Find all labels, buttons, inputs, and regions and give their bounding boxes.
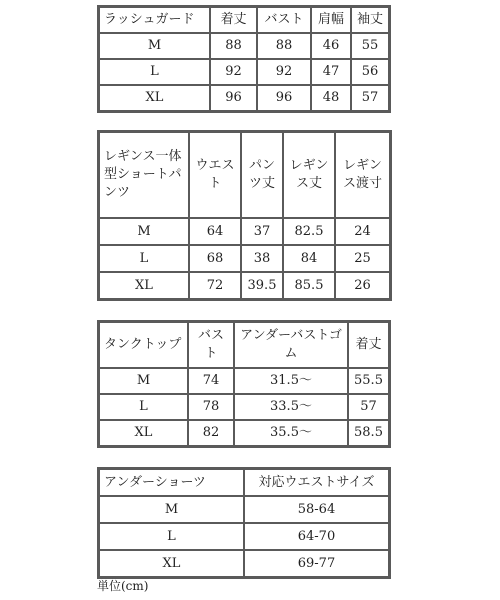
rashguard-size-table: [97, 5, 391, 113]
size-label: L: [99, 245, 189, 272]
size-label: L: [99, 394, 188, 420]
table-row: [99, 272, 390, 299]
size-label: XL: [99, 550, 244, 577]
table-cell: 92: [257, 59, 311, 85]
size-label: XL: [99, 272, 189, 299]
table-cell: 47: [311, 59, 351, 85]
unit-note: 単位(cm): [97, 579, 149, 593]
leggings-shortpants-size-table: [97, 130, 392, 301]
table-cell: 55: [351, 33, 389, 59]
table-cell: 82.5: [283, 218, 335, 245]
table-cell: 82: [188, 420, 234, 446]
table-row: [99, 85, 389, 111]
table-row: [99, 59, 389, 85]
table-cell: 69-77: [244, 550, 389, 577]
table-cell: 35.5～: [234, 420, 348, 446]
table-cell: 58.5: [348, 420, 389, 446]
table-row: [99, 368, 389, 394]
table-cell: 58-64: [244, 496, 389, 523]
size-label: M: [99, 33, 210, 59]
column-header: レギンス丈: [283, 132, 335, 218]
table-cell: 64: [189, 218, 241, 245]
size-label: M: [99, 368, 188, 394]
table-row: [99, 33, 389, 59]
table-header-row: [99, 469, 389, 496]
size-label: XL: [99, 420, 188, 446]
undershorts-size-table: [97, 467, 391, 579]
table-cell: 78: [188, 394, 234, 420]
column-header: 着丈: [210, 7, 257, 33]
table-row: [99, 394, 389, 420]
table-cell: 46: [311, 33, 351, 59]
table-header-row: [99, 7, 389, 33]
table-cell: 39.5: [241, 272, 283, 299]
table-title: タンクトップ: [99, 322, 188, 368]
table-row: [99, 218, 390, 245]
size-label: M: [99, 218, 189, 245]
table-cell: 84: [283, 245, 335, 272]
table-cell: 26: [335, 272, 390, 299]
table-cell: 37: [241, 218, 283, 245]
column-header: 袖丈: [351, 7, 389, 33]
column-header: バスト: [188, 322, 234, 368]
table-header-row: [99, 132, 390, 218]
column-header: バスト: [257, 7, 311, 33]
size-label: L: [99, 59, 210, 85]
table-cell: 85.5: [283, 272, 335, 299]
table-cell: 68: [189, 245, 241, 272]
table-header-row: [99, 322, 389, 368]
table-cell: 25: [335, 245, 390, 272]
table-cell: 33.5～: [234, 394, 348, 420]
table-cell: 88: [257, 33, 311, 59]
table-cell: 57: [351, 85, 389, 111]
table-title: ラッシュガード: [99, 7, 210, 33]
table-cell: 96: [257, 85, 311, 111]
table-cell: 92: [210, 59, 257, 85]
table-cell: 48: [311, 85, 351, 111]
column-header: ウエスト: [189, 132, 241, 218]
column-header: レギンス渡寸: [335, 132, 390, 218]
table-cell: 56: [351, 59, 389, 85]
column-header: 対応ウエストサイズ: [244, 469, 389, 496]
table-cell: 38: [241, 245, 283, 272]
table-row: [99, 245, 390, 272]
table-title: アンダーショーツ: [99, 469, 244, 496]
column-header: アンダーバストゴム: [234, 322, 348, 368]
table-cell: 24: [335, 218, 390, 245]
table-cell: 31.5～: [234, 368, 348, 394]
column-header: 肩幅: [311, 7, 351, 33]
table-cell: 57: [348, 394, 389, 420]
size-label: L: [99, 523, 244, 550]
column-header: 着丈: [348, 322, 389, 368]
table-cell: 55.5: [348, 368, 389, 394]
table-title: レギンス一体型ショートパンツ: [99, 132, 189, 218]
tanktop-size-table: [97, 320, 391, 448]
table-row: [99, 420, 389, 446]
table-cell: 96: [210, 85, 257, 111]
table-row: [99, 550, 389, 577]
size-label: XL: [99, 85, 210, 111]
size-label: M: [99, 496, 244, 523]
table-cell: 72: [189, 272, 241, 299]
table-cell: 64-70: [244, 523, 389, 550]
table-row: [99, 523, 389, 550]
table-row: [99, 496, 389, 523]
table-cell: 74: [188, 368, 234, 394]
column-header: パンツ丈: [241, 132, 283, 218]
table-cell: 88: [210, 33, 257, 59]
